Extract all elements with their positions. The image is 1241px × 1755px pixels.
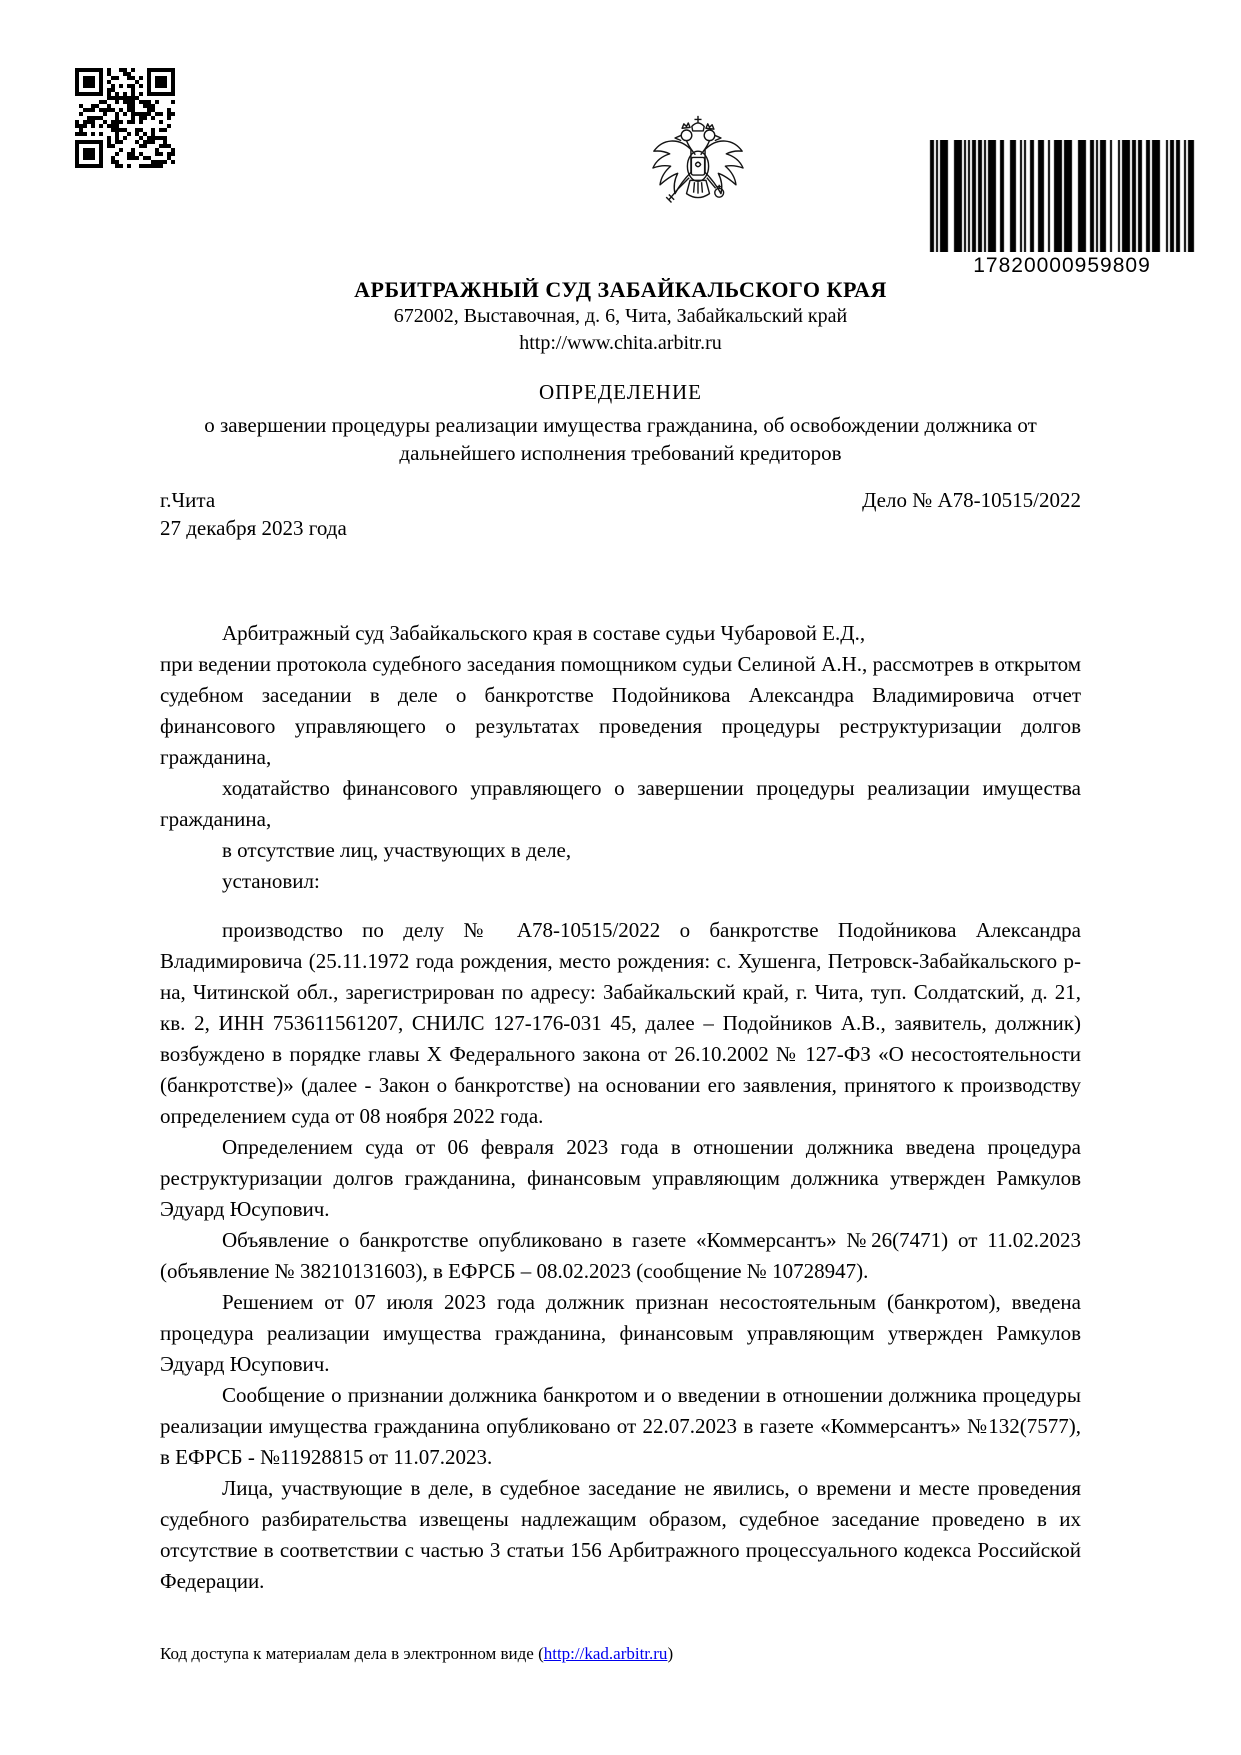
- paragraph: производство по делу № А78-10515/2022 о банкротстве Подойникова Александра Владимировича (25.11.1972 года рождения, место рождения: с. Хушенга, Петровск-Забайкальского р-на, Читинской обл., зарегистрирован по адресу: Забайкальский край, г. Чита, туп. Солдатский, д. 21, кв. 2, ИНН 753611561207, СНИЛС 127-176-031 45, далее – Подойников А.В., заявитель, должник) возбуждено в порядке главы X Федерального закона от 26.10.2002 № 127-ФЗ «О несостоятельности (банкротстве)» (далее - Закон о банкротстве) на основании его заявления, принятого к производству определением суда от 08 ноября 2022 года.: [160, 918, 1081, 1128]
- footer-access-line: [160, 1644, 1081, 1664]
- kad-arbitr-link[interactable]: http://kad.arbitr.ru: [543, 1644, 668, 1663]
- court-name: АРБИТРАЖНЫЙ СУД ЗАБАЙКАЛЬСКОГО КРАЯ: [354, 277, 887, 302]
- footer-text-end: ): [667, 1644, 674, 1663]
- document-body: [160, 618, 1081, 1597]
- paragraph: Лица, участвующие в деле, в судебное заседание не явились, о времени и месте проведения судебного разбирательства извещены надлежащим образом, судебное заседание проведено в их отсутствие в соответствии с частью 3 статьи 156 Арбитражного процессуального кодекса Российской Федерации.: [160, 1476, 1081, 1593]
- barcode: [928, 140, 1196, 278]
- paragraph: Арбитражный суд Забайкальского края в составе судьи Чубаровой Е.Д.,: [222, 621, 866, 645]
- document-header: [0, 276, 1241, 357]
- case-number: Дело № А78-10515/2022: [862, 488, 1081, 512]
- document-title: ОПРЕДЕЛЕНИЕ: [539, 380, 702, 404]
- case-meta: [160, 486, 1081, 542]
- paragraph: Решением от 07 июля 2023 года должник признан несостоятельным (банкротом), введена процедура реализации имущества гражданина, финансовым управляющим утвержден Рамкулов Эдуард Юсупович.: [160, 1290, 1081, 1376]
- paragraph: Сообщение о признании должника банкротом и о введении в отношении должника процедуры реализации имущества гражданина опубликовано от 22.07.2023 в газете «Коммерсантъ» №132(7577), в ЕФРСБ - №11928815 от 11.07.2023.: [160, 1383, 1081, 1469]
- footer-text: Код доступа к материалам дела в электронном виде (: [160, 1644, 544, 1663]
- court-website: http://www.chita.arbitr.ru: [519, 332, 722, 354]
- paragraph: Определением суда от 06 февраля 2023 года в отношении должника введена процедура реструктуризации долгов гражданина, финансовым управляющим должника утвержден Рамкулов Эдуард Юсупович.: [160, 1135, 1081, 1221]
- paragraph: Объявление о банкротстве опубликовано в газете «Коммерсантъ» №26(7471) от 11.02.2023 (объявление № 38210131603), в ЕФРСБ – 08.02.2023 (сообщение № 10728947).: [160, 1228, 1081, 1283]
- paragraph: установил:: [222, 869, 320, 893]
- coat-of-arms-double-headed-eagle-icon: [645, 112, 751, 224]
- document-subtitle: о завершении процедуры реализации имущества гражданина, об освобождении должника от дальнейшего исполнения требований кредиторов: [204, 413, 1037, 465]
- title-block: [160, 380, 1081, 467]
- city: г.Чита: [160, 488, 216, 512]
- paragraph: ходатайство финансового управляющего о завершении процедуры реализации имущества гражданина,: [160, 776, 1081, 831]
- document-date: 27 декабря 2023 года: [160, 516, 347, 540]
- barcode-number: 17820000959809: [973, 254, 1151, 277]
- qr-code: [72, 62, 178, 174]
- court-address: 672002, Выставочная, д. 6, Чита, Забайкальский край: [393, 305, 848, 327]
- paragraph: в отсутствие лиц, участвующих в деле,: [222, 838, 572, 862]
- paragraph: при ведении протокола судебного заседания помощником судьи Селиной А.Н., рассмотрев в открытом судебном заседании в деле о банкротстве Подойникова Александра Владимировича отчет финансового управляющего о результатах проведения процедуры реструктуризации долгов гражданина,: [160, 652, 1081, 769]
